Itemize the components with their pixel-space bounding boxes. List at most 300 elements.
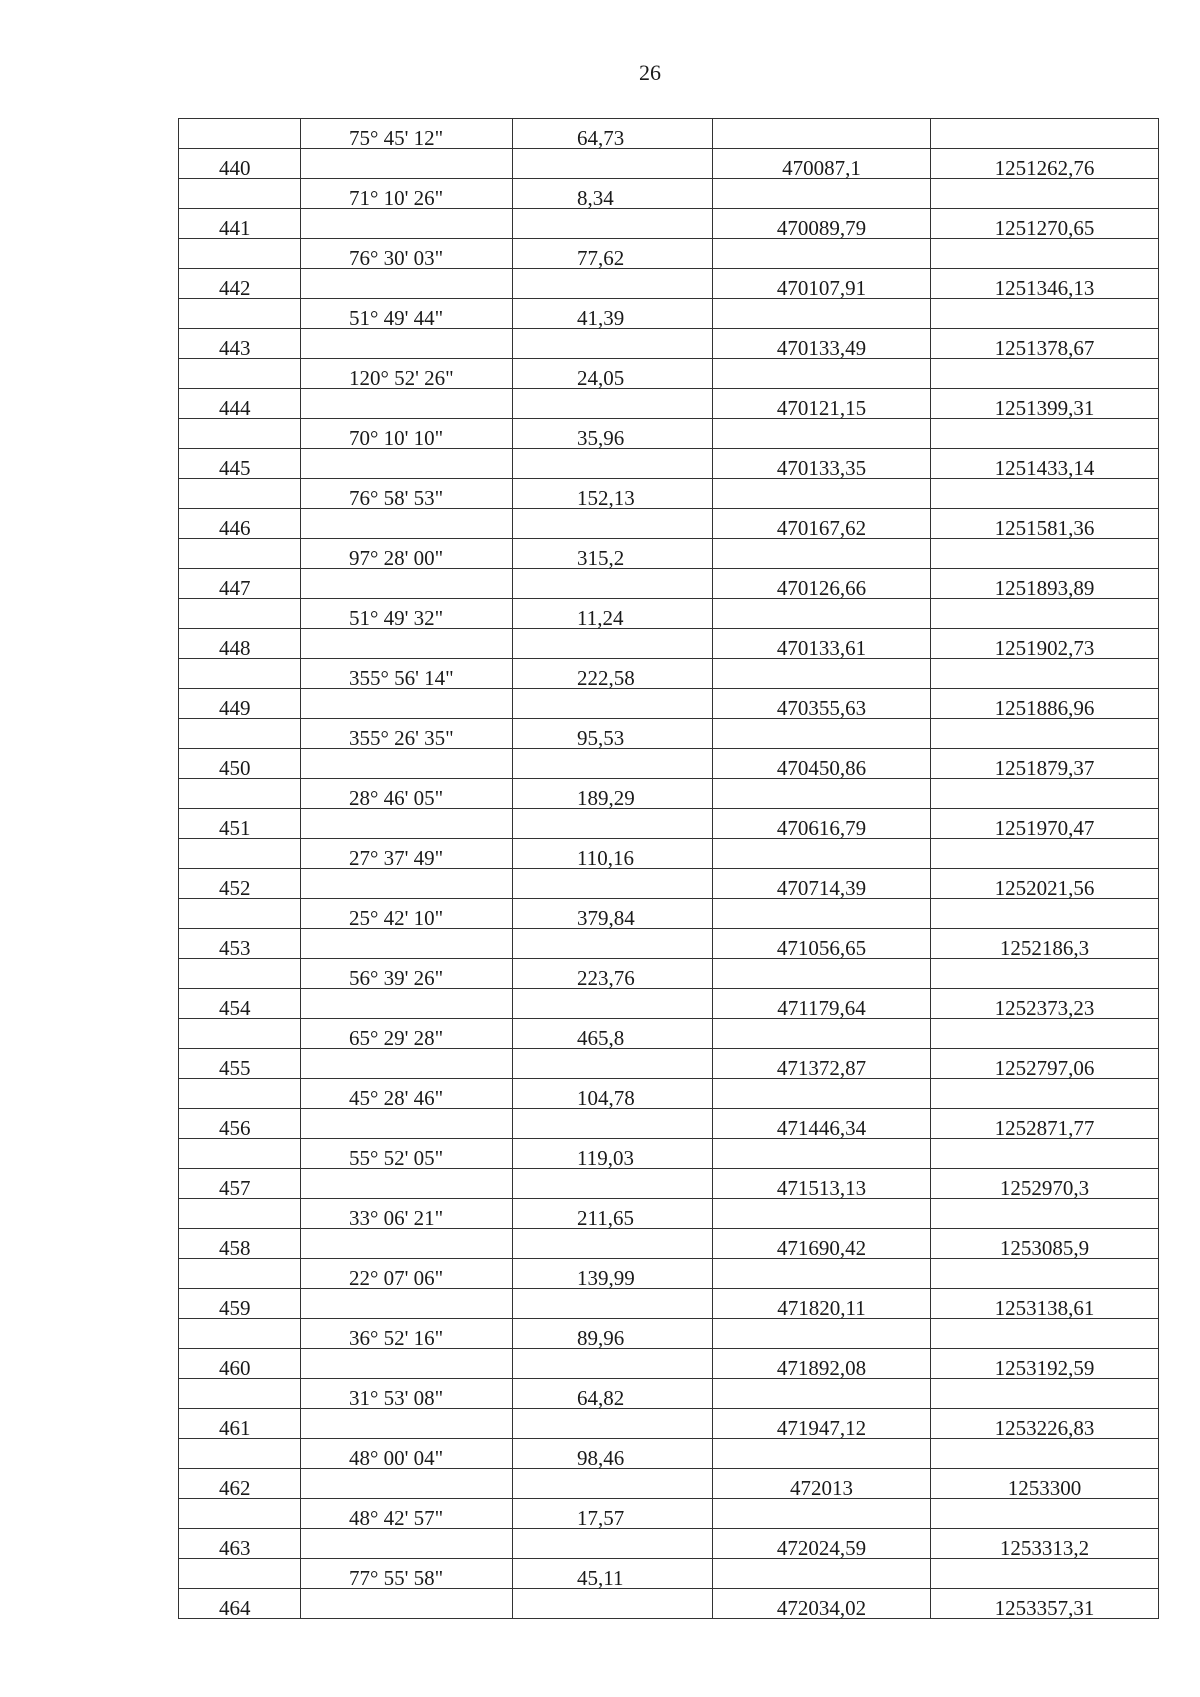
direction-angle-cell: 55° 52' 05" xyxy=(301,1139,513,1169)
segment-row xyxy=(179,1499,1159,1529)
point-row xyxy=(179,1109,1159,1139)
point-row xyxy=(179,209,1159,239)
distance-cell: 110,16 xyxy=(513,839,713,869)
empty-cell xyxy=(713,719,931,749)
empty-cell xyxy=(301,809,513,839)
empty-cell xyxy=(513,629,713,659)
point-number-cell: 447 xyxy=(179,569,301,599)
point-row xyxy=(179,1469,1159,1499)
empty-cell xyxy=(713,119,931,149)
empty-cell xyxy=(713,479,931,509)
point-number-cell: 453 xyxy=(179,929,301,959)
x-coordinate-cell: 471947,12 xyxy=(713,1409,931,1439)
point-row xyxy=(179,749,1159,779)
empty-cell xyxy=(513,329,713,359)
empty-cell xyxy=(179,1559,301,1589)
empty-cell xyxy=(931,179,1159,209)
y-coordinate-cell: 1252871,77 xyxy=(931,1109,1159,1139)
point-row xyxy=(179,1229,1159,1259)
empty-cell xyxy=(179,539,301,569)
empty-cell xyxy=(713,1079,931,1109)
empty-cell xyxy=(713,299,931,329)
empty-cell xyxy=(713,959,931,989)
distance-cell: 24,05 xyxy=(513,359,713,389)
y-coordinate-cell: 1251886,96 xyxy=(931,689,1159,719)
empty-cell xyxy=(301,1349,513,1379)
empty-cell xyxy=(179,179,301,209)
point-number-cell: 454 xyxy=(179,989,301,1019)
direction-angle-cell: 31° 53' 08" xyxy=(301,1379,513,1409)
point-number-cell: 455 xyxy=(179,1049,301,1079)
point-row xyxy=(179,569,1159,599)
segment-row xyxy=(179,1079,1159,1109)
direction-angle-cell: 51° 49' 44" xyxy=(301,299,513,329)
point-number-cell: 445 xyxy=(179,449,301,479)
coordinates-table xyxy=(178,118,1159,1619)
empty-cell xyxy=(301,1049,513,1079)
distance-cell: 104,78 xyxy=(513,1079,713,1109)
empty-cell xyxy=(513,929,713,959)
point-number-cell: 464 xyxy=(179,1589,301,1619)
direction-angle-cell: 75° 45' 12" xyxy=(301,119,513,149)
empty-cell xyxy=(713,539,931,569)
x-coordinate-cell: 472034,02 xyxy=(713,1589,931,1619)
x-coordinate-cell: 470450,86 xyxy=(713,749,931,779)
point-number-cell: 460 xyxy=(179,1349,301,1379)
point-row xyxy=(179,1589,1159,1619)
point-number-cell: 446 xyxy=(179,509,301,539)
empty-cell xyxy=(513,1229,713,1259)
distance-cell: 64,73 xyxy=(513,119,713,149)
empty-cell xyxy=(301,149,513,179)
x-coordinate-cell: 471820,11 xyxy=(713,1289,931,1319)
empty-cell xyxy=(931,959,1159,989)
empty-cell xyxy=(513,989,713,1019)
distance-cell: 222,58 xyxy=(513,659,713,689)
empty-cell xyxy=(301,629,513,659)
segment-row xyxy=(179,419,1159,449)
empty-cell xyxy=(513,1409,713,1439)
empty-cell xyxy=(513,149,713,179)
segment-row xyxy=(179,1379,1159,1409)
empty-cell xyxy=(179,1259,301,1289)
y-coordinate-cell: 1253138,61 xyxy=(931,1289,1159,1319)
distance-cell: 211,65 xyxy=(513,1199,713,1229)
x-coordinate-cell: 471056,65 xyxy=(713,929,931,959)
empty-cell xyxy=(301,929,513,959)
distance-cell: 189,29 xyxy=(513,779,713,809)
direction-angle-cell: 51° 49' 32" xyxy=(301,599,513,629)
y-coordinate-cell: 1253192,59 xyxy=(931,1349,1159,1379)
y-coordinate-cell: 1251399,31 xyxy=(931,389,1159,419)
y-coordinate-cell: 1251262,76 xyxy=(931,149,1159,179)
empty-cell xyxy=(179,959,301,989)
point-row xyxy=(179,1529,1159,1559)
empty-cell xyxy=(179,479,301,509)
y-coordinate-cell: 1253300 xyxy=(931,1469,1159,1499)
y-coordinate-cell: 1253357,31 xyxy=(931,1589,1159,1619)
empty-cell xyxy=(179,779,301,809)
y-coordinate-cell: 1253226,83 xyxy=(931,1409,1159,1439)
segment-row xyxy=(179,539,1159,569)
point-number-cell: 457 xyxy=(179,1169,301,1199)
x-coordinate-cell: 470126,66 xyxy=(713,569,931,599)
empty-cell xyxy=(931,1199,1159,1229)
empty-cell xyxy=(713,1139,931,1169)
x-coordinate-cell: 471179,64 xyxy=(713,989,931,1019)
distance-cell: 152,13 xyxy=(513,479,713,509)
direction-angle-cell: 76° 30' 03" xyxy=(301,239,513,269)
empty-cell xyxy=(713,659,931,689)
empty-cell xyxy=(179,1319,301,1349)
empty-cell xyxy=(513,869,713,899)
empty-cell xyxy=(513,1109,713,1139)
x-coordinate-cell: 470133,49 xyxy=(713,329,931,359)
page-number: 26 xyxy=(639,60,661,85)
point-number-cell: 451 xyxy=(179,809,301,839)
empty-cell xyxy=(513,1529,713,1559)
empty-cell xyxy=(931,359,1159,389)
empty-cell xyxy=(179,1139,301,1169)
segment-row xyxy=(179,1019,1159,1049)
direction-angle-cell: 56° 39' 26" xyxy=(301,959,513,989)
empty-cell xyxy=(931,1079,1159,1109)
point-number-cell: 442 xyxy=(179,269,301,299)
point-row xyxy=(179,1049,1159,1079)
empty-cell xyxy=(513,1289,713,1319)
point-row xyxy=(179,689,1159,719)
direction-angle-cell: 28° 46' 05" xyxy=(301,779,513,809)
empty-cell xyxy=(179,659,301,689)
empty-cell xyxy=(179,1199,301,1229)
direction-angle-cell: 48° 42' 57" xyxy=(301,1499,513,1529)
empty-cell xyxy=(301,1529,513,1559)
point-row xyxy=(179,629,1159,659)
empty-cell xyxy=(713,1439,931,1469)
empty-cell xyxy=(301,1289,513,1319)
empty-cell xyxy=(179,599,301,629)
empty-cell xyxy=(713,779,931,809)
empty-cell xyxy=(931,899,1159,929)
empty-cell xyxy=(179,1019,301,1049)
distance-cell: 64,82 xyxy=(513,1379,713,1409)
empty-cell xyxy=(513,809,713,839)
empty-cell xyxy=(931,1499,1159,1529)
segment-row xyxy=(179,1439,1159,1469)
point-row xyxy=(179,1169,1159,1199)
distance-cell: 8,34 xyxy=(513,179,713,209)
y-coordinate-cell: 1251378,67 xyxy=(931,329,1159,359)
distance-cell: 77,62 xyxy=(513,239,713,269)
empty-cell xyxy=(713,1259,931,1289)
empty-cell xyxy=(931,1019,1159,1049)
empty-cell xyxy=(513,1049,713,1079)
point-row xyxy=(179,509,1159,539)
empty-cell xyxy=(931,1319,1159,1349)
x-coordinate-cell: 470087,1 xyxy=(713,149,931,179)
empty-cell xyxy=(513,209,713,239)
y-coordinate-cell: 1251902,73 xyxy=(931,629,1159,659)
point-row xyxy=(179,989,1159,1019)
segment-row xyxy=(179,1319,1159,1349)
direction-angle-cell: 77° 55' 58" xyxy=(301,1559,513,1589)
direction-angle-cell: 48° 00' 04" xyxy=(301,1439,513,1469)
empty-cell xyxy=(713,599,931,629)
empty-cell xyxy=(713,359,931,389)
empty-cell xyxy=(713,1319,931,1349)
x-coordinate-cell: 470167,62 xyxy=(713,509,931,539)
distance-cell: 95,53 xyxy=(513,719,713,749)
segment-row xyxy=(179,899,1159,929)
x-coordinate-cell: 470089,79 xyxy=(713,209,931,239)
empty-cell xyxy=(301,449,513,479)
point-number-cell: 456 xyxy=(179,1109,301,1139)
empty-cell xyxy=(179,839,301,869)
y-coordinate-cell: 1253313,2 xyxy=(931,1529,1159,1559)
empty-cell xyxy=(301,1589,513,1619)
x-coordinate-cell: 471690,42 xyxy=(713,1229,931,1259)
point-number-cell: 458 xyxy=(179,1229,301,1259)
direction-angle-cell: 355° 26' 35" xyxy=(301,719,513,749)
point-row xyxy=(179,149,1159,179)
segment-row xyxy=(179,959,1159,989)
point-row xyxy=(179,269,1159,299)
direction-angle-cell: 76° 58' 53" xyxy=(301,479,513,509)
empty-cell xyxy=(179,1499,301,1529)
y-coordinate-cell: 1251970,47 xyxy=(931,809,1159,839)
empty-cell xyxy=(931,1259,1159,1289)
empty-cell xyxy=(713,1499,931,1529)
direction-angle-cell: 65° 29' 28" xyxy=(301,1019,513,1049)
segment-row xyxy=(179,839,1159,869)
point-number-cell: 448 xyxy=(179,629,301,659)
direction-angle-cell: 33° 06' 21" xyxy=(301,1199,513,1229)
empty-cell xyxy=(513,1349,713,1379)
empty-cell xyxy=(513,1169,713,1199)
empty-cell xyxy=(179,719,301,749)
y-coordinate-cell: 1251581,36 xyxy=(931,509,1159,539)
empty-cell xyxy=(301,689,513,719)
y-coordinate-cell: 1251270,65 xyxy=(931,209,1159,239)
point-row xyxy=(179,809,1159,839)
direction-angle-cell: 97° 28' 00" xyxy=(301,539,513,569)
empty-cell xyxy=(931,839,1159,869)
segment-row xyxy=(179,1559,1159,1589)
distance-cell: 41,39 xyxy=(513,299,713,329)
empty-cell xyxy=(301,1409,513,1439)
distance-cell: 139,99 xyxy=(513,1259,713,1289)
empty-cell xyxy=(931,299,1159,329)
x-coordinate-cell: 472013 xyxy=(713,1469,931,1499)
y-coordinate-cell: 1252021,56 xyxy=(931,869,1159,899)
empty-cell xyxy=(931,419,1159,449)
distance-cell: 17,57 xyxy=(513,1499,713,1529)
point-row xyxy=(179,929,1159,959)
empty-cell xyxy=(301,569,513,599)
empty-cell xyxy=(513,449,713,479)
segment-row xyxy=(179,359,1159,389)
x-coordinate-cell: 470133,35 xyxy=(713,449,931,479)
empty-cell xyxy=(931,779,1159,809)
segment-row xyxy=(179,299,1159,329)
distance-cell: 379,84 xyxy=(513,899,713,929)
point-number-cell: 462 xyxy=(179,1469,301,1499)
y-coordinate-cell: 1252186,3 xyxy=(931,929,1159,959)
x-coordinate-cell: 471513,13 xyxy=(713,1169,931,1199)
empty-cell xyxy=(301,1109,513,1139)
empty-cell xyxy=(301,209,513,239)
empty-cell xyxy=(179,1439,301,1469)
coordinates-table-body xyxy=(179,119,1159,1619)
empty-cell xyxy=(301,869,513,899)
direction-angle-cell: 22° 07' 06" xyxy=(301,1259,513,1289)
segment-row xyxy=(179,779,1159,809)
segment-row xyxy=(179,179,1159,209)
empty-cell xyxy=(179,419,301,449)
segment-row xyxy=(179,1199,1159,1229)
x-coordinate-cell: 470107,91 xyxy=(713,269,931,299)
distance-cell: 315,2 xyxy=(513,539,713,569)
point-number-cell: 441 xyxy=(179,209,301,239)
y-coordinate-cell: 1251879,37 xyxy=(931,749,1159,779)
point-number-cell: 463 xyxy=(179,1529,301,1559)
point-number-cell: 443 xyxy=(179,329,301,359)
distance-cell: 98,46 xyxy=(513,1439,713,1469)
distance-cell: 11,24 xyxy=(513,599,713,629)
y-coordinate-cell: 1251433,14 xyxy=(931,449,1159,479)
y-coordinate-cell: 1253085,9 xyxy=(931,1229,1159,1259)
point-row xyxy=(179,1349,1159,1379)
point-number-cell: 449 xyxy=(179,689,301,719)
point-row xyxy=(179,1409,1159,1439)
point-number-cell: 461 xyxy=(179,1409,301,1439)
empty-cell xyxy=(179,239,301,269)
empty-cell xyxy=(179,1379,301,1409)
empty-cell xyxy=(931,719,1159,749)
empty-cell xyxy=(301,1169,513,1199)
direction-angle-cell: 45° 28' 46" xyxy=(301,1079,513,1109)
empty-cell xyxy=(179,1079,301,1109)
empty-cell xyxy=(931,539,1159,569)
empty-cell xyxy=(301,509,513,539)
segment-row xyxy=(179,1259,1159,1289)
empty-cell xyxy=(931,659,1159,689)
empty-cell xyxy=(931,1139,1159,1169)
x-coordinate-cell: 470714,39 xyxy=(713,869,931,899)
distance-cell: 223,76 xyxy=(513,959,713,989)
empty-cell xyxy=(301,989,513,1019)
empty-cell xyxy=(513,269,713,299)
direction-angle-cell: 36° 52' 16" xyxy=(301,1319,513,1349)
empty-cell xyxy=(931,1559,1159,1589)
y-coordinate-cell: 1252970,3 xyxy=(931,1169,1159,1199)
empty-cell xyxy=(931,599,1159,629)
empty-cell xyxy=(713,1559,931,1589)
direction-angle-cell: 120° 52' 26" xyxy=(301,359,513,389)
y-coordinate-cell: 1252797,06 xyxy=(931,1049,1159,1079)
empty-cell xyxy=(713,239,931,269)
empty-cell xyxy=(301,269,513,299)
point-row xyxy=(179,449,1159,479)
distance-cell: 119,03 xyxy=(513,1139,713,1169)
point-number-cell: 459 xyxy=(179,1289,301,1319)
empty-cell xyxy=(713,1199,931,1229)
point-number-cell: 440 xyxy=(179,149,301,179)
empty-cell xyxy=(179,119,301,149)
point-row xyxy=(179,1289,1159,1319)
empty-cell xyxy=(513,1469,713,1499)
point-row xyxy=(179,869,1159,899)
empty-cell xyxy=(513,509,713,539)
empty-cell xyxy=(713,419,931,449)
y-coordinate-cell: 1251893,89 xyxy=(931,569,1159,599)
point-number-cell: 444 xyxy=(179,389,301,419)
distance-cell: 45,11 xyxy=(513,1559,713,1589)
empty-cell xyxy=(713,1379,931,1409)
x-coordinate-cell: 470355,63 xyxy=(713,689,931,719)
segment-row xyxy=(179,479,1159,509)
segment-row xyxy=(179,1139,1159,1169)
point-row xyxy=(179,389,1159,419)
point-row xyxy=(179,329,1159,359)
empty-cell xyxy=(513,569,713,599)
x-coordinate-cell: 470616,79 xyxy=(713,809,931,839)
empty-cell xyxy=(513,1589,713,1619)
empty-cell xyxy=(931,1439,1159,1469)
empty-cell xyxy=(931,119,1159,149)
direction-angle-cell: 355° 56' 14" xyxy=(301,659,513,689)
empty-cell xyxy=(179,359,301,389)
empty-cell xyxy=(931,239,1159,269)
empty-cell xyxy=(931,1379,1159,1409)
x-coordinate-cell: 470133,61 xyxy=(713,629,931,659)
direction-angle-cell: 25° 42' 10" xyxy=(301,899,513,929)
empty-cell xyxy=(513,689,713,719)
segment-row xyxy=(179,239,1159,269)
empty-cell xyxy=(301,389,513,419)
x-coordinate-cell: 470121,15 xyxy=(713,389,931,419)
direction-angle-cell: 71° 10' 26" xyxy=(301,179,513,209)
empty-cell xyxy=(301,749,513,779)
segment-row xyxy=(179,599,1159,629)
distance-cell: 89,96 xyxy=(513,1319,713,1349)
empty-cell xyxy=(931,479,1159,509)
segment-row xyxy=(179,119,1159,149)
y-coordinate-cell: 1251346,13 xyxy=(931,269,1159,299)
empty-cell xyxy=(713,1019,931,1049)
empty-cell xyxy=(713,839,931,869)
segment-row xyxy=(179,719,1159,749)
empty-cell xyxy=(179,299,301,329)
segment-row xyxy=(179,659,1159,689)
empty-cell xyxy=(301,329,513,359)
empty-cell xyxy=(513,389,713,419)
point-number-cell: 450 xyxy=(179,749,301,779)
x-coordinate-cell: 471372,87 xyxy=(713,1049,931,1079)
empty-cell xyxy=(301,1469,513,1499)
direction-angle-cell: 27° 37' 49" xyxy=(301,839,513,869)
x-coordinate-cell: 471892,08 xyxy=(713,1349,931,1379)
y-coordinate-cell: 1252373,23 xyxy=(931,989,1159,1019)
distance-cell: 465,8 xyxy=(513,1019,713,1049)
empty-cell xyxy=(513,749,713,779)
x-coordinate-cell: 472024,59 xyxy=(713,1529,931,1559)
empty-cell xyxy=(713,179,931,209)
distance-cell: 35,96 xyxy=(513,419,713,449)
direction-angle-cell: 70° 10' 10" xyxy=(301,419,513,449)
empty-cell xyxy=(713,899,931,929)
empty-cell xyxy=(301,1229,513,1259)
